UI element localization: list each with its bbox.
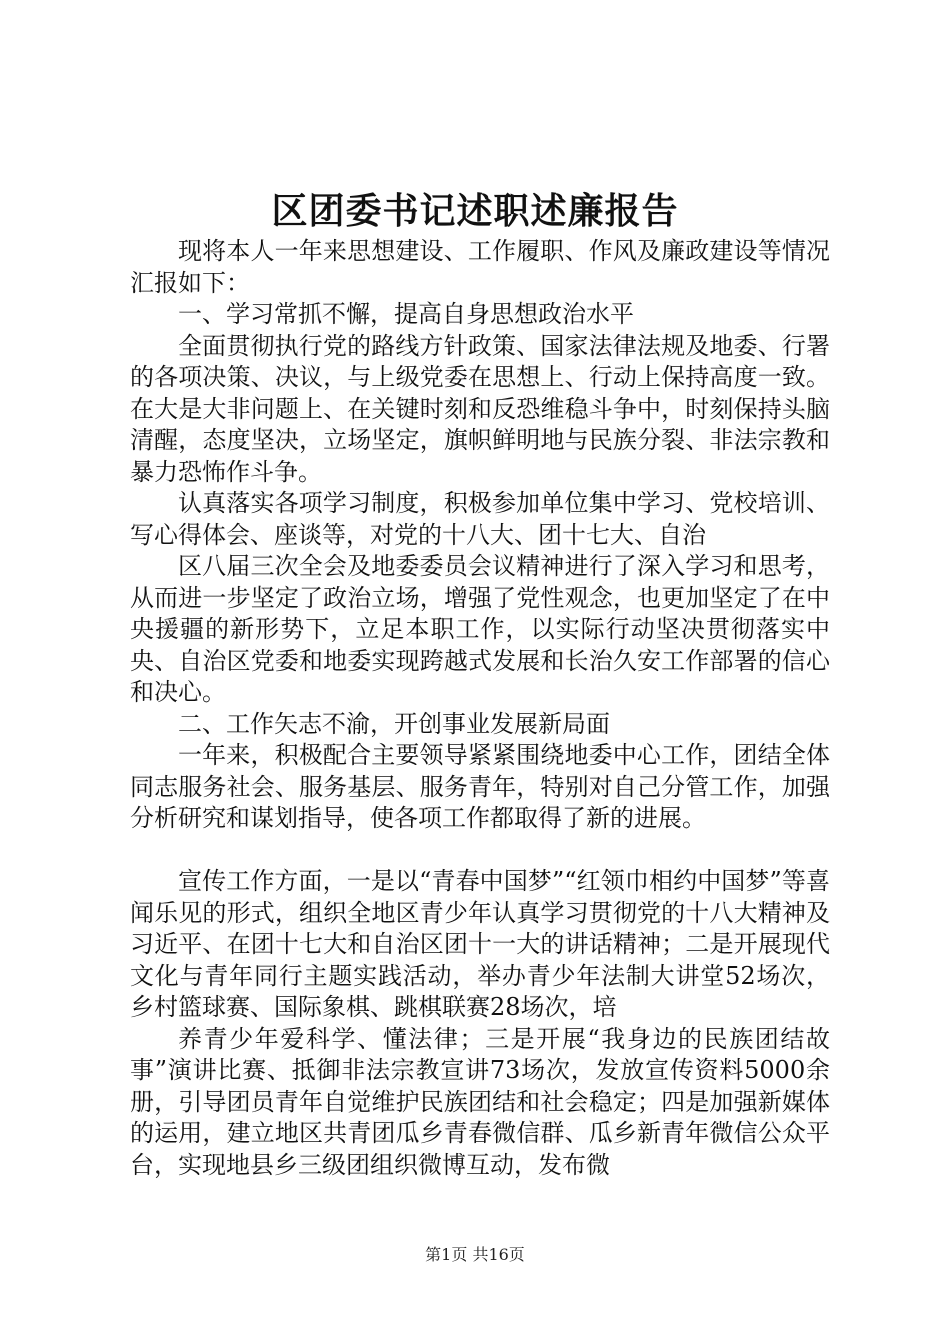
document-title: 区团委书记述职述廉报告 [271,190,679,232]
paragraph: 宣传工作方面，一是以“青春中国梦”“红领巾相约中国梦”等喜闻乐见的形式，组织全地区青少年认真学习贯彻党的十八大精神及习近平、在团十七大和自治区团十一大的讲话精神；二是开展现代文化与青年同行主题实践活动，举办青少年法制大讲堂52场次，乡村篮球赛、国际象棋、跳棋联赛28场次，培 [130,867,830,1021]
paragraph-intro: 现将本人一年来思想建设、工作履职、作风及廉政建设等情况汇报如下： [130,237,830,297]
paragraph: 全面贯彻执行党的路线方针政策、国家法律法规及地委、行署的各项决策、决议，与上级党委在思想上、行动上保持高度一致。在大是大非问题上、在关键时刻和反恐维稳斗争中，时刻保持头脑清醒，态度坚决，立场坚定，旗帜鲜明地与民族分裂、非法宗教和暴力恐怖作斗争。 [130,331,830,486]
page-number-footer: 第1页 共16页 [425,1245,525,1264]
section-heading-2: 二、工作矢志不渝，开创事业发展新局面 [178,709,610,738]
paragraph: 区八届三次全会及地委委员会议精神进行了深入学习和思考，从而进一步坚定了政治立场，增强了党性观念，也更加坚定了在中央援疆的新形势下，立足本职工作，以实际行动坚决贯彻落实中央、自治区党委和地委实现跨越式发展和长治久安工作部署的信心和决心。 [130,552,830,706]
paragraph-spacer [130,835,830,867]
paragraph: 一年来，积极配合主要领导紧紧围绕地委中心工作，团结全体同志服务社会、服务基层、服务青年，特别对自己分管工作，加强分析研究和谋划指导，使各项工作都取得了新的进展。 [130,741,830,832]
paragraph: 养青少年爱科学、懂法律；三是开展“我身边的民族团结故事”演讲比赛、抵御非法宗教宣讲73场次，发放宣传资料5000余册，引导团员青年自觉维护民族团结和社会稳定；四是加强新媒体的运用，建立地区共青团瓜乡青春微信群、瓜乡新青年微信公众平台，实现地县乡三级团组织微博互动，发布微 [130,1024,830,1179]
document-body [130,236,830,1181]
section-heading-1: 一、学习常抓不懈，提高自身思想政治水平 [178,300,634,328]
paragraph: 认真落实各项学习制度，积极参加单位集中学习、党校培训、写心得体会、座谈等，对党的十八大、团十七大、自治 [130,489,830,549]
